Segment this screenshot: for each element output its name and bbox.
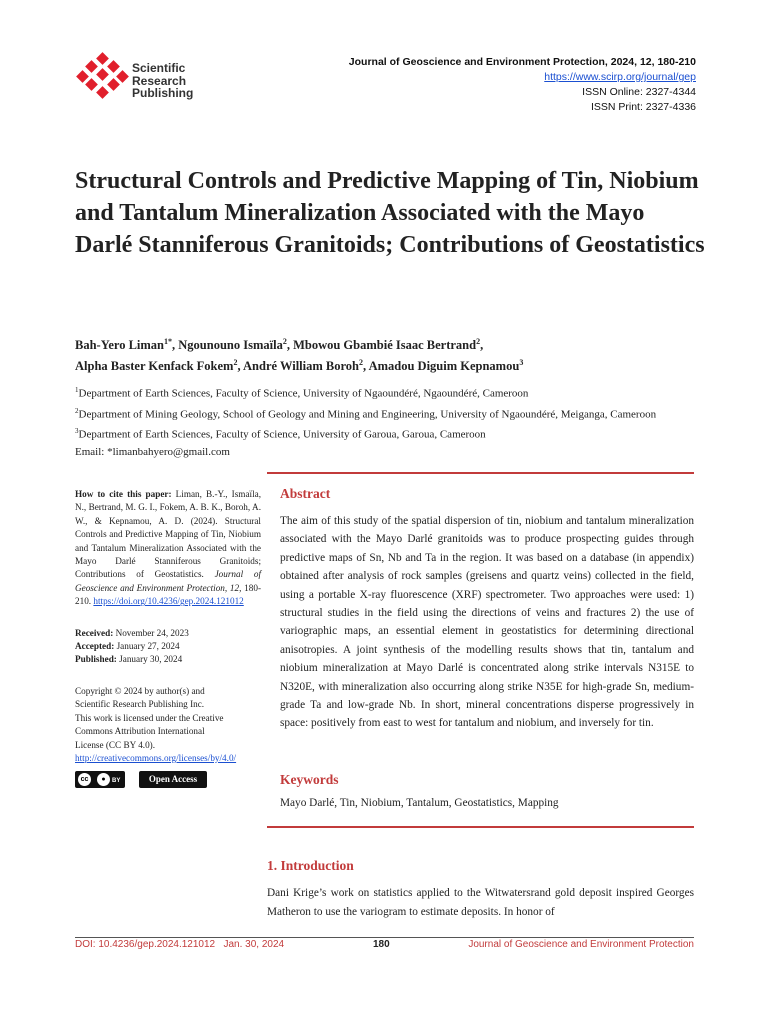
page-footer <box>75 939 694 955</box>
date-value: January 30, 2024 <box>119 654 183 665</box>
license-link[interactable]: http://creativecommons.org/licenses/by/4.0/ <box>75 752 237 763</box>
author-affil-sup: 2 <box>233 358 238 368</box>
scirp-diamond-icon <box>76 52 132 108</box>
abstract-top-rule <box>267 472 694 474</box>
author-name: Alpha Baster Kenfack Fokem <box>75 359 234 374</box>
date-value: January 27, 2024 <box>116 641 180 652</box>
affiliation-item <box>75 423 715 444</box>
affiliation-sup: 3 <box>75 427 79 436</box>
author-name: André William Boroh <box>243 359 360 374</box>
affiliation-text: Department of Earth Sciences, Faculty of Science, University of Ngaoundéré, Ngaoundéré, Cameroon <box>78 387 529 400</box>
author-sep: , <box>172 338 179 353</box>
author-affil-sup: 1* <box>164 337 173 346</box>
affiliations <box>75 382 715 461</box>
logo-line: Scientific <box>132 61 186 75</box>
citation-pages: 180-210. <box>75 582 262 607</box>
citation-journal: Journal of Geoscience and Environment Protection, 12, <box>75 569 262 593</box>
abstract-text: The aim of this study of the spatial dispersion of tin, niobium and tantalum mineralization associated with the Mayo Darlé granitoids was to produce prospecting guides through predictive maps of Sn, Nb and Ta in the region. It was based on a database (in appendix) obtained after analysis of rock samples (greisens and quartz veins) collected in the field, using a portable X-ray fluorescence (XRF) spectrometer. Two approaches were used: 1) structural studies in the field using the directions of veins and fractures 2) the use of variographic maps, an essential element in geostatistics for determining directional anisotropies. A joint synthesis of the modelling results shows that tin, tantalum and niobium mineralization at Mayo Darlé is concentrated along strike intervals N315E to N320E, with mineralization also occurring along strike N35E for high-grade Sn, medium-grade Ta and low-grade Nb. In short, mineral concentrations disperse progressively in space: positively from east to west for tantalum and niobium, and inversely for tin. <box>280 515 694 730</box>
cc-by-badge[interactable] <box>75 771 125 788</box>
citation-doi-link[interactable]: https://doi.org/10.4236/gep.2024.121012 <box>93 596 244 607</box>
citation-label: How to cite this paper: <box>75 489 172 499</box>
introduction-text: Dani Krige’s work on statistics applied to the Witwatersrand gold deposit inspired Georges Matheron to use the variogram to estimate deposits. In honor of <box>267 887 694 918</box>
author-sep: , <box>237 359 244 374</box>
author-name: Amadou Diguim Kepnamou <box>368 359 520 374</box>
introduction-heading: 1. Introduction <box>267 858 354 873</box>
footer-journal: Journal of Geoscience and Environment Protection <box>468 939 694 950</box>
license-line: Copyright © 2024 by author(s) and <box>75 685 205 696</box>
journal-citation: Journal of Geoscience and Environment Protection, 2024, 12, 180-210 <box>348 56 696 68</box>
author-name: Mbowou Gbambié Isaac Bertrand <box>293 338 477 353</box>
date-label: Published: <box>75 654 117 665</box>
license-block <box>75 685 261 789</box>
affiliation-sup: 1 <box>75 386 79 394</box>
publication-dates <box>75 627 261 667</box>
affiliation-sup: 2 <box>75 406 79 415</box>
abstract-heading: Abstract <box>280 486 331 501</box>
date-label: Received: <box>75 627 114 638</box>
date-row <box>75 653 261 666</box>
author-affil-sup: 2 <box>282 337 287 346</box>
author-sep: , <box>363 359 369 374</box>
by-label: BY <box>112 778 121 785</box>
citation-text: Liman, B.-Y., Ismaïla, N., Bertrand, M. G. I., Fokem, A. B. K., Boroh, A. W., & Kepnamou, A. D. (2024). Structural Controls and Predictive Mapping of Tin, Niobium and Tantalum Mineralization Associated with the Mayo Darlé Stanniferous Granitoids; Contributions of Geostatistics. <box>75 489 262 580</box>
author-line-1 <box>75 333 715 354</box>
license-line: License (CC BY 4.0). <box>75 739 156 750</box>
author-list <box>75 333 715 375</box>
open-access-badge[interactable]: Open Access <box>139 771 207 788</box>
license-line: Commons Attribution International <box>75 726 205 737</box>
logo-line: Publishing <box>132 86 194 100</box>
author-sep: , <box>286 338 294 353</box>
publisher-logo <box>76 52 200 108</box>
journal-url-link[interactable]: https://www.scirp.org/journal/gep <box>544 71 696 83</box>
footer-date: Jan. 30, 2024 <box>223 939 285 950</box>
date-row <box>75 640 261 653</box>
contact-email: Email: *limanbahyero@gmail.com <box>75 445 230 458</box>
logo-line: Research <box>132 73 187 88</box>
author-affil-sup: 3 <box>519 358 524 368</box>
journal-header <box>349 55 696 115</box>
footer-doi-text: DOI: 10.4236/gep.2024.121012 <box>75 939 216 950</box>
affiliation-text: Department of Mining Geology, School of Geology and Mining and Engineering, University of Ngaoundéré, Meiganga, Cameroon <box>78 408 657 421</box>
author-affil-sup: 2 <box>359 358 364 368</box>
date-row <box>75 627 261 640</box>
author-name: Bah-Yero Liman <box>75 338 165 353</box>
issn-print: ISSN Print: 2327-4336 <box>590 101 696 113</box>
keywords-heading: Keywords <box>280 772 339 787</box>
paper-title: Structural Controls and Predictive Mapping of Tin, Niobium and Tantalum Mineralization Associated with the Mayo Darlé Stanniferous Granitoids; Contributions of Geostatistics <box>75 168 705 258</box>
person-icon: ● <box>97 773 110 786</box>
issn-online: ISSN Online: 2327-4344 <box>582 86 696 98</box>
footer-rule <box>75 937 694 938</box>
author-name: Ngounouno Ismaïla <box>178 338 283 353</box>
publisher-name <box>132 62 193 100</box>
affiliation-text: Department of Earth Sciences, Faculty of Science, University of Garoua, Garoua, Cameroon <box>78 428 486 441</box>
date-value: November 24, 2023 <box>115 627 189 638</box>
affiliation-item <box>75 382 715 403</box>
footer-doi <box>75 939 284 950</box>
keywords-bottom-rule <box>267 826 694 828</box>
date-label: Accepted: <box>75 641 115 652</box>
cc-icon: cc <box>78 773 91 786</box>
affiliation-item <box>75 403 715 424</box>
author-line-2 <box>75 354 715 375</box>
author-affil-sup: 2 <box>476 337 481 346</box>
license-badges <box>75 771 261 789</box>
page-number: 180 <box>373 939 390 950</box>
license-line: Scientific Research Publishing Inc. <box>75 699 205 710</box>
left-sidebar <box>75 488 261 789</box>
citation-block <box>75 488 261 609</box>
keywords-text: Mayo Darlé, Tin, Niobium, Tantalum, Geostatistics, Mapping <box>280 797 559 809</box>
license-line: This work is licensed under the Creative <box>75 712 224 723</box>
author-sep: , <box>480 338 484 353</box>
